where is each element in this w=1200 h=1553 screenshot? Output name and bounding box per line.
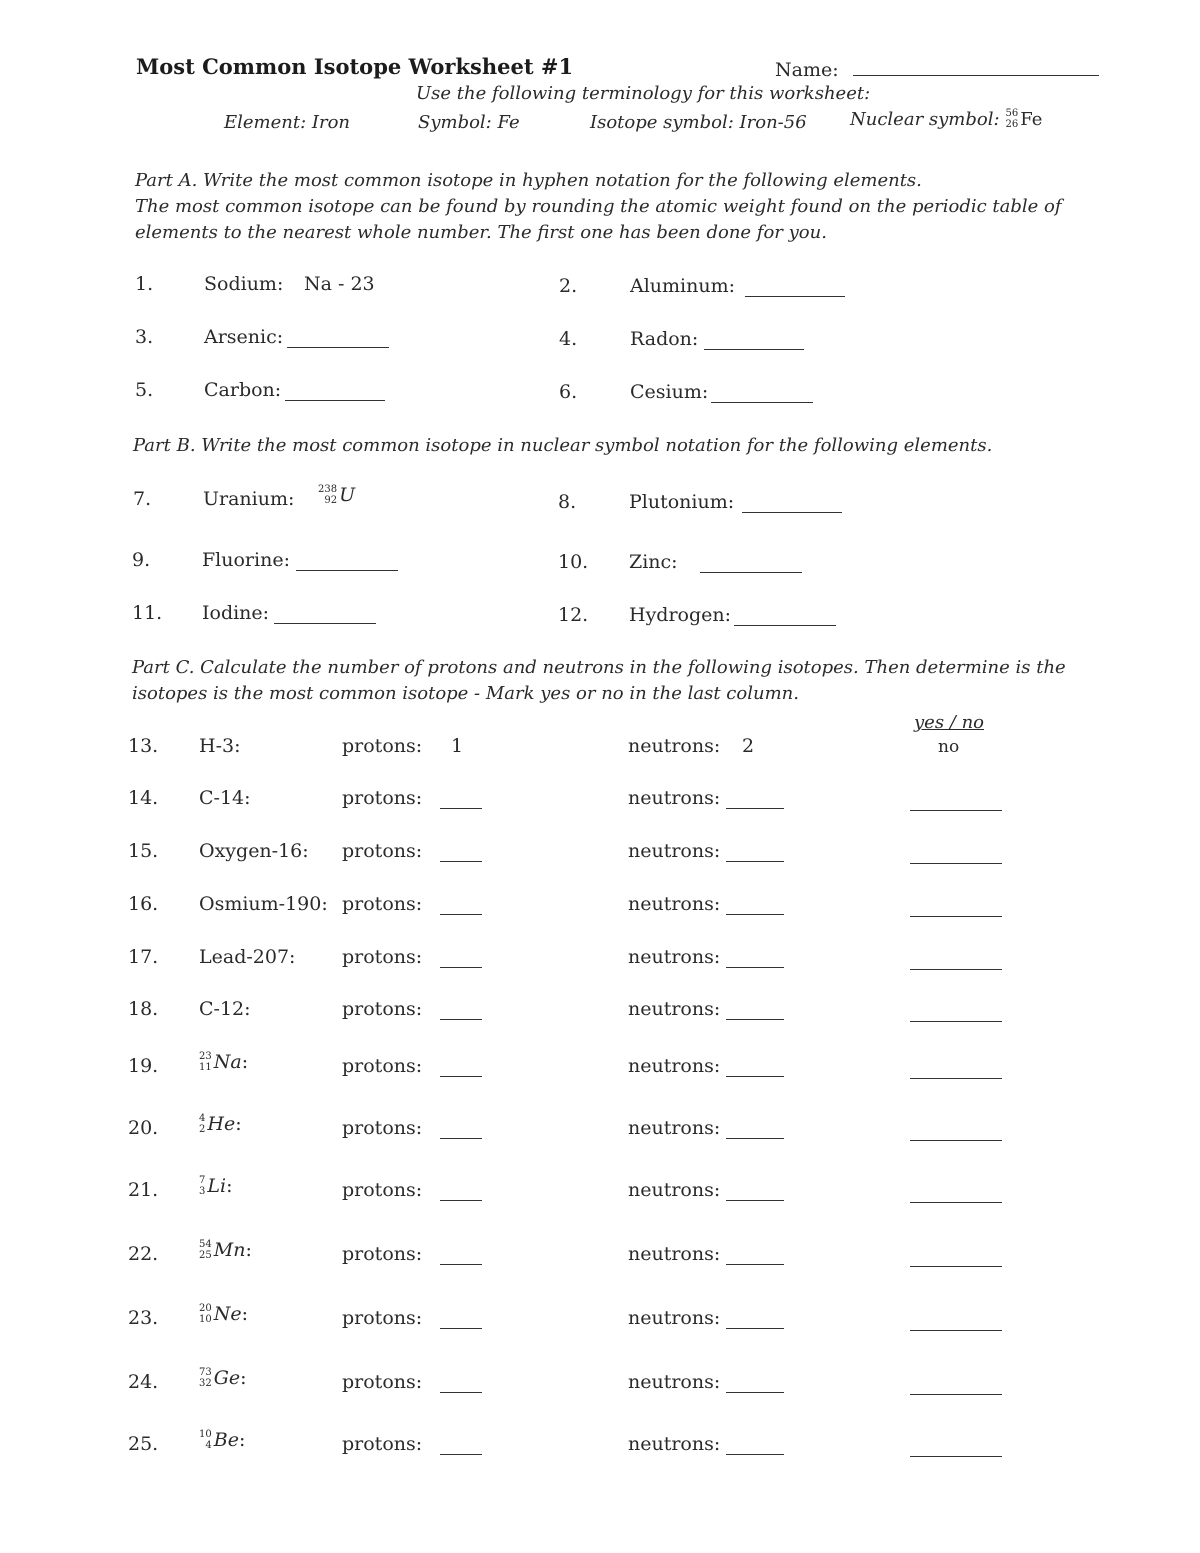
table-row (128, 1051, 1028, 1085)
common-field[interactable] (910, 1121, 1002, 1141)
common-field[interactable] (910, 1247, 1002, 1267)
answer-hydrogen-field[interactable] (734, 606, 836, 626)
symbol-suffix: : (241, 1303, 249, 1325)
neutrons-field[interactable] (726, 1435, 784, 1455)
table-row (128, 1113, 1028, 1147)
partC-instruction-1: Part C. Calculate the number of protons and neutrons in the following isotopes. Then determine is the (132, 657, 1066, 678)
neutrons-label: neutrons: (628, 998, 721, 1020)
terminology-instruction: Use the following terminology for this worksheet: (416, 83, 871, 104)
row-number: 23. (128, 1307, 159, 1329)
neutrons-field[interactable] (726, 842, 784, 862)
table-row (128, 1429, 1028, 1463)
partA-instruction-2: The most common isotope can be found by rounding the atomic weight found on the periodic table of (135, 196, 1062, 217)
neutrons-label: neutrons: (628, 1243, 721, 1265)
partB-item-9: 9. Fluorine: (132, 549, 150, 571)
protons-field[interactable] (440, 789, 482, 809)
row-number: 13. (128, 735, 159, 757)
partB-item-8: 8. Plutonium: (558, 491, 576, 513)
neutrons-field[interactable] (726, 1119, 784, 1139)
element-symbol: Ge (213, 1367, 241, 1389)
partA-item-2: 2. Aluminum: (559, 275, 577, 297)
row-number: 17. (128, 946, 159, 968)
table-row (128, 787, 1028, 817)
mass-number: 54 (199, 1239, 212, 1250)
table-row (128, 893, 1028, 923)
row-number: 24. (128, 1371, 159, 1393)
isotope-label (199, 1239, 252, 1261)
protons-field[interactable] (440, 1057, 482, 1077)
common-field[interactable] (910, 950, 1002, 970)
neutrons-label: neutrons: (628, 893, 721, 915)
partB-item-11: 11. Iodine: (132, 602, 162, 624)
neutrons-label: neutrons: (628, 1371, 721, 1393)
term-symbol: Symbol: Fe (418, 112, 520, 133)
row-number: 16. (128, 893, 159, 915)
row-number: 21. (128, 1179, 159, 1201)
table-row (128, 1303, 1028, 1337)
answer-iodine-field[interactable] (274, 604, 376, 624)
element-symbol: Ne (213, 1303, 242, 1325)
symbol-suffix: : (238, 1429, 246, 1451)
answer-arsenic-field[interactable] (287, 328, 389, 348)
protons-field[interactable] (440, 895, 482, 915)
answer-radon-field[interactable] (704, 330, 804, 350)
row-number: 25. (128, 1433, 159, 1455)
common-field[interactable] (910, 1437, 1002, 1457)
isotope-label: H-3: (199, 735, 241, 757)
element-symbol: Na (213, 1051, 242, 1073)
neutrons-label: neutrons: (628, 1055, 721, 1077)
table-row (128, 1367, 1028, 1401)
answer-fluorine-field[interactable] (296, 551, 398, 571)
protons-value: 1 (451, 735, 464, 757)
partC-instruction-2: isotopes is the most common isotope - Mark yes or no in the last column. (132, 683, 799, 704)
element-symbol: He (207, 1113, 236, 1135)
symbol-suffix: : (245, 1239, 252, 1261)
element-symbol: Li (207, 1175, 227, 1197)
element-symbol: Mn (213, 1239, 246, 1261)
nuclear-numbers (199, 1303, 212, 1325)
row-number: 15. (128, 840, 159, 862)
protons-label: protons: (342, 1055, 423, 1077)
neutrons-field[interactable] (726, 948, 784, 968)
worksheet-title: Most Common Isotope Worksheet #1 (136, 54, 574, 79)
neutrons-label: neutrons: (628, 1433, 721, 1455)
atomic-number: 25 (199, 1250, 212, 1261)
answer-cesium-field[interactable] (711, 383, 813, 403)
protons-field[interactable] (440, 842, 482, 862)
row-number: 18. (128, 998, 159, 1020)
isotope-label: Lead-207: (199, 946, 296, 968)
mass-number: 23 (199, 1051, 212, 1062)
symbol-suffix: : (226, 1175, 233, 1197)
common-field[interactable] (910, 791, 1002, 811)
neutrons-field[interactable] (726, 1373, 784, 1393)
protons-field[interactable] (440, 1245, 482, 1265)
term-element: Element: Iron (224, 112, 351, 133)
protons-field[interactable] (440, 1435, 482, 1455)
protons-field[interactable] (440, 1000, 482, 1020)
nuclear-numbers: 56 26 (1005, 108, 1019, 130)
mass-number: 4 (199, 1113, 206, 1124)
table-row (128, 998, 1028, 1028)
protons-label: protons: (342, 1117, 423, 1139)
atomic-number: 10 (199, 1314, 212, 1325)
nuclear-numbers (199, 1429, 212, 1451)
neutrons-field[interactable] (726, 1181, 784, 1201)
table-row (128, 946, 1028, 976)
atomic-number: 4 (205, 1440, 212, 1451)
protons-label: protons: (342, 1307, 423, 1329)
mass-number: 73 (199, 1367, 212, 1378)
atomic-number: 11 (199, 1062, 212, 1073)
isotope-label: Oxygen-16: (199, 840, 309, 862)
table-row (128, 1239, 1028, 1273)
common-field[interactable] (910, 1002, 1002, 1022)
atomic-number: 32 (199, 1378, 212, 1389)
isotope-label (199, 1429, 245, 1451)
answer-sodium: Na - 23 (304, 273, 375, 295)
neutrons-label: neutrons: (628, 1179, 721, 1201)
neutrons-field[interactable] (726, 1057, 784, 1077)
mass-number: 20 (199, 1303, 212, 1314)
common-field[interactable] (910, 897, 1002, 917)
name-label: Name: (775, 56, 1099, 81)
answer-plutonium-field[interactable] (742, 493, 842, 513)
neutrons-field[interactable] (726, 895, 784, 915)
isotope-label (199, 1367, 247, 1389)
partB-item-10: 10. Zinc: (558, 551, 588, 573)
common-field[interactable] (910, 1375, 1002, 1395)
neutrons-value: 2 (742, 735, 755, 757)
protons-field[interactable] (440, 1309, 482, 1329)
partA-instruction-1: Part A. Write the most common isotope in hyphen notation for the following elements. (135, 170, 922, 191)
protons-label: protons: (342, 735, 423, 757)
term-isotope-symbol: Isotope symbol: Iron-56 (590, 112, 807, 133)
common-field[interactable] (910, 1059, 1002, 1079)
neutrons-field[interactable] (726, 1000, 784, 1020)
yes-no-header: yes / no (914, 712, 984, 733)
isotope-label: Osmium-190: (199, 893, 328, 915)
isotope-label (199, 1175, 232, 1197)
protons-label: protons: (342, 787, 423, 809)
common-field[interactable] (910, 844, 1002, 864)
common-field[interactable] (910, 1183, 1002, 1203)
element-symbol: Be (213, 1429, 239, 1451)
table-row (128, 840, 1028, 870)
protons-field[interactable] (440, 1119, 482, 1139)
neutrons-label: neutrons: (628, 946, 721, 968)
isotope-label (199, 1303, 248, 1325)
protons-label: protons: (342, 998, 423, 1020)
neutrons-label: neutrons: (628, 840, 721, 862)
row-number: 19. (128, 1055, 159, 1077)
nuclear-numbers (199, 1051, 212, 1073)
protons-label: protons: (342, 1243, 423, 1265)
isotope-label (199, 1051, 248, 1073)
partA-item-6: 6. Cesium: (559, 381, 577, 403)
row-number: 20. (128, 1117, 159, 1139)
partB-instruction: Part B. Write the most common isotope in nuclear symbol notation for the following elements. (133, 435, 993, 456)
atomic-number: 3 (199, 1186, 206, 1197)
partA-instruction-3: elements to the nearest whole number. The first one has been done for you. (135, 222, 827, 243)
partB-item-7: 7. Uranium: 238 92 U (133, 484, 356, 510)
neutrons-label: neutrons: (628, 1307, 721, 1329)
neutrons-field[interactable] (726, 1245, 784, 1265)
mass-number: 10 (199, 1429, 212, 1440)
symbol-suffix: : (241, 1051, 249, 1073)
atomic-number: 2 (199, 1124, 206, 1135)
mass-number: 7 (199, 1175, 206, 1186)
answer-uranium: 238 92 U (318, 484, 356, 506)
partB-item-12: 12. Hydrogen: (558, 604, 588, 626)
neutrons-label: neutrons: (628, 1117, 721, 1139)
nuclear-numbers (199, 1113, 205, 1135)
symbol-suffix: : (235, 1113, 242, 1135)
isotope-label: C-14: (199, 787, 251, 809)
neutrons-field[interactable] (726, 789, 784, 809)
table-row (128, 1175, 1028, 1209)
common-field[interactable] (910, 1311, 1002, 1331)
row-number: 14. (128, 787, 159, 809)
partA-item-4: 4. Radon: (559, 328, 577, 350)
answer-zinc-field[interactable] (700, 553, 802, 573)
partA-item-1: 1. Sodium: Na - 23 (135, 273, 375, 295)
protons-label: protons: (342, 1433, 423, 1455)
partA-item-5: 5. Carbon: (135, 379, 153, 401)
partA-item-3: 3. Arsenic: (135, 326, 153, 348)
neutrons-label: neutrons: (628, 787, 721, 809)
answer-carbon-field[interactable] (285, 381, 385, 401)
row-number: 22. (128, 1243, 159, 1265)
answer-aluminum-field[interactable] (745, 277, 845, 297)
common-value: no (938, 737, 960, 757)
nuclear-numbers (199, 1175, 205, 1197)
term-nuclear-symbol: Nuclear symbol: 56 26 Fe (850, 108, 1043, 130)
protons-label: protons: (342, 840, 423, 862)
protons-field[interactable] (440, 948, 482, 968)
protons-label: protons: (342, 946, 423, 968)
name-field[interactable] (853, 56, 1099, 76)
neutrons-field[interactable] (726, 1309, 784, 1329)
neutrons-label: neutrons: (628, 735, 721, 757)
isotope-label: C-12: (199, 998, 251, 1020)
protons-field[interactable] (440, 1373, 482, 1393)
nuclear-numbers (199, 1367, 212, 1389)
protons-label: protons: (342, 1371, 423, 1393)
nuclear-numbers (199, 1239, 212, 1261)
symbol-suffix: : (240, 1367, 247, 1389)
protons-label: protons: (342, 893, 423, 915)
table-row (128, 735, 1028, 765)
protons-field[interactable] (440, 1181, 482, 1201)
protons-label: protons: (342, 1179, 423, 1201)
isotope-label (199, 1113, 242, 1135)
